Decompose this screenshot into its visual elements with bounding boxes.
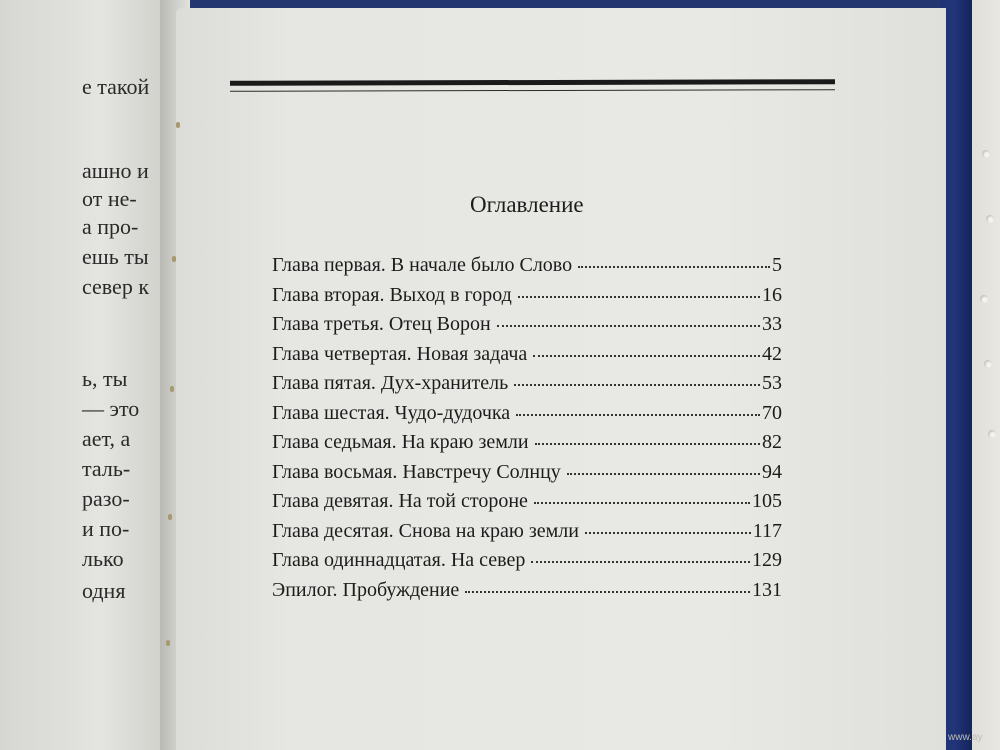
toc-dot-leader bbox=[518, 296, 760, 298]
toc-entry bbox=[272, 343, 782, 373]
toc-entry-label: Глава пятая. Дух-хранитель bbox=[272, 372, 509, 394]
left-page-line: лько bbox=[82, 546, 124, 571]
surface-dot bbox=[980, 295, 988, 303]
toc-entry-label: Эпилог. Пробуждение bbox=[272, 578, 460, 601]
toc-entry bbox=[272, 254, 782, 284]
toc-dot-leader bbox=[531, 561, 750, 563]
toc-dot-leader bbox=[535, 443, 760, 445]
toc-entry bbox=[272, 284, 782, 314]
toc-dot-leader bbox=[534, 502, 750, 504]
toc-entry-page: 129 bbox=[752, 549, 782, 571]
toc-entry-page: 94 bbox=[762, 460, 782, 483]
toc-entry-label: Глава девятая. На той стороне bbox=[272, 490, 528, 512]
left-page-line: а про- bbox=[82, 214, 139, 239]
surface-dot bbox=[986, 215, 994, 223]
toc-entry-label: Глава первая. В начале было Слово bbox=[272, 254, 573, 276]
left-page-line: таль- bbox=[82, 456, 131, 481]
toc-entry-label: Глава восьмая. Навстречу Солнцу bbox=[272, 460, 561, 483]
left-page-line: ашно и bbox=[82, 158, 149, 183]
toc-dot-leader bbox=[514, 384, 760, 386]
surface-dot bbox=[988, 430, 996, 438]
toc-entry bbox=[272, 549, 782, 579]
toc-entry-page: 53 bbox=[762, 372, 782, 394]
toc-entry-page: 82 bbox=[762, 431, 782, 453]
binding-stitch bbox=[176, 122, 180, 128]
left-page-line: разо- bbox=[82, 486, 130, 511]
surface-dot bbox=[982, 150, 990, 158]
toc-entry-page: 105 bbox=[752, 490, 782, 512]
toc-entry-page: 117 bbox=[752, 519, 782, 542]
left-page-line: ешь ты bbox=[82, 244, 149, 269]
binding-stitch bbox=[166, 640, 170, 646]
toc-entry bbox=[272, 402, 782, 432]
toc-dot-leader bbox=[516, 414, 760, 416]
toc-entry bbox=[272, 520, 782, 550]
toc-dot-leader bbox=[567, 473, 760, 475]
toc-entry-page: 70 bbox=[762, 401, 782, 424]
toc-entry-page: 42 bbox=[762, 342, 782, 365]
toc-entry-label: Глава вторая. Выход в город bbox=[272, 283, 512, 306]
binding-stitch bbox=[168, 514, 172, 520]
toc-entry-page: 5 bbox=[772, 254, 782, 276]
binding-stitch bbox=[172, 256, 176, 262]
toc-entry-label: Глава десятая. Снова на краю земли bbox=[272, 519, 579, 542]
left-page-line: север к bbox=[82, 274, 150, 299]
left-page-line: ь, ты bbox=[82, 366, 128, 391]
toc-dot-leader bbox=[585, 532, 751, 534]
table-of-contents bbox=[272, 254, 782, 608]
toc-dot-leader bbox=[465, 591, 750, 593]
toc-entry-page: 16 bbox=[762, 283, 782, 306]
left-page-line: одня bbox=[82, 578, 126, 603]
left-page-line: и по- bbox=[82, 516, 130, 541]
left-page bbox=[0, 0, 170, 750]
toc-entry-label: Глава седьмая. На краю земли bbox=[272, 431, 529, 453]
toc-entry bbox=[272, 431, 782, 461]
binding-stitch bbox=[170, 386, 174, 392]
watermark-text: www.ay bbox=[948, 732, 983, 743]
toc-entry bbox=[272, 313, 782, 343]
toc-entry-label: Глава одиннадцатая. На север bbox=[272, 549, 526, 571]
left-page-line: — это bbox=[82, 396, 140, 421]
toc-entry bbox=[272, 372, 782, 402]
toc-entry bbox=[272, 490, 782, 520]
left-page-line: е такой bbox=[82, 74, 150, 99]
surface-dot bbox=[984, 360, 992, 368]
left-page-line: от не- bbox=[82, 186, 137, 211]
toc-dot-leader bbox=[497, 325, 760, 327]
toc-entry-label: Глава четвертая. Новая задача bbox=[272, 342, 528, 365]
toc-entry-page: 131 bbox=[752, 578, 782, 601]
toc-entry bbox=[272, 461, 782, 491]
toc-entry-page: 33 bbox=[762, 313, 782, 335]
toc-dot-leader bbox=[578, 266, 770, 268]
toc-entry-label: Глава шестая. Чудо-дудочка bbox=[272, 401, 511, 424]
left-page-line: ает, а bbox=[82, 426, 131, 451]
toc-title: Оглавление bbox=[470, 192, 584, 217]
toc-dot-leader bbox=[533, 355, 760, 357]
toc-entry-label: Глава третья. Отец Ворон bbox=[272, 313, 491, 335]
toc-entry bbox=[272, 579, 782, 609]
